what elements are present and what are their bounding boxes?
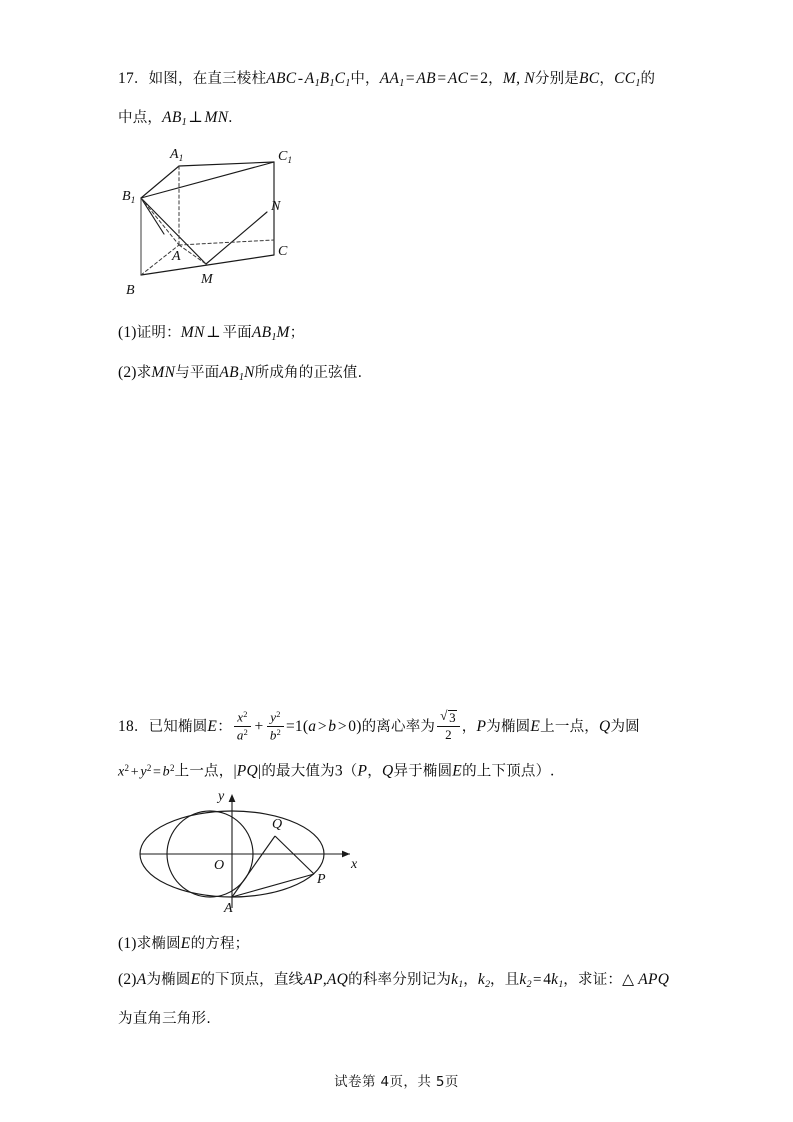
p18-q2-equals: = <box>533 972 542 988</box>
prism-c1: C <box>334 70 346 87</box>
p18-q2-comma-2: ， <box>463 972 478 988</box>
p17-q2-ab1: AB <box>219 364 239 381</box>
label-q: Q <box>272 817 283 832</box>
p17-q2-ab1-sub: 1 <box>238 371 245 383</box>
prism-dash: - <box>297 70 304 87</box>
prism-a1-sub: 1 <box>314 77 320 89</box>
point-m: M <box>502 70 517 87</box>
problem-18-comma-1: ， <box>461 719 477 735</box>
perp-ab1: AB <box>162 108 182 126</box>
segment-cc1-sub: 1 <box>635 77 641 89</box>
problem-18-stem-text-d: 上一点， <box>540 719 599 735</box>
problem-17-stem-text-a: 如图，在直三棱柱 <box>148 71 267 87</box>
perp-ab1-sub: 1 <box>181 116 187 128</box>
p17-q2-label: (2) <box>118 364 137 381</box>
segment-a-q <box>232 836 275 897</box>
p18-q2-text-a: 为椭圆 <box>146 972 191 988</box>
perp-symbol-icon: ⊥ <box>188 108 204 126</box>
eq-equals-3: = <box>469 70 479 87</box>
point-p-2: P <box>357 762 368 780</box>
problem-17-stem-line-2 <box>118 101 718 140</box>
point-n: N <box>524 70 535 87</box>
p17-q1-prove: 证明： <box>136 325 181 341</box>
problem-18-stem-text-e: 为圆 <box>610 719 640 735</box>
prism-b1: B <box>319 70 330 87</box>
p18-q2-text-e: ，求证： <box>563 972 623 988</box>
x-axis-arrow-icon <box>342 851 350 858</box>
edge-b1-a-hidden <box>141 198 179 245</box>
paren-open: （ <box>342 763 358 780</box>
segment-bc: BC <box>578 70 600 87</box>
p18-q2-k1: k <box>451 971 459 988</box>
paren-close: ） <box>535 763 551 780</box>
p18-q2-text-b: 的下顶点，直线 <box>200 972 304 988</box>
p17-q2-yu-plane: 与平面 <box>175 365 220 381</box>
eq-aa1-sub: 1 <box>399 77 405 89</box>
p18-q2-k1-sub: 1 <box>458 978 464 990</box>
label-origin: O <box>214 858 225 873</box>
problem-17-stem-line-1 <box>118 62 718 101</box>
problem-18-subquestion-2 <box>118 963 758 1036</box>
label-c: C <box>278 244 288 259</box>
perp-mn: MN <box>204 108 229 126</box>
problem-18-stem-line-1 <box>118 706 738 748</box>
ellipse-e-2: E <box>530 718 541 735</box>
p17-q1-m: M <box>276 324 290 341</box>
circle-b-sup: 2 <box>169 763 175 773</box>
problem-17-separator: ． <box>133 71 149 87</box>
circle-equals: = <box>153 764 162 780</box>
segment-q-p <box>275 836 314 874</box>
p17-q2-mn: MN <box>151 364 176 381</box>
fraction-x2-over-a2: $\frac{x^2}{a^2}$ <box>234 710 251 743</box>
eq-ab: AB <box>416 70 436 87</box>
eq-ac: AC <box>447 70 469 87</box>
label-m: M <box>201 272 213 287</box>
prism-svg <box>118 142 318 312</box>
prism-abc: ABC <box>266 70 297 87</box>
circle-b: b <box>162 764 170 780</box>
p18-q1-text-b: 的方程； <box>190 936 250 952</box>
segment-a-p <box>232 874 314 897</box>
ellipse-e: E <box>207 718 218 735</box>
p18-q2-text-d: ，且 <box>490 972 520 988</box>
prism-a1: A <box>304 70 315 87</box>
problem-17-stem-text-b: 分别是 <box>534 71 579 87</box>
problem-18-stem-text-g: 的最大值为 <box>261 763 335 780</box>
point-q: Q <box>598 718 611 735</box>
problem-17-number: 17 <box>118 70 134 87</box>
problem-17-subquestion-1 <box>118 316 718 355</box>
edge-a-m-hidden <box>179 245 206 264</box>
page-footer: 试卷第 4页，共 5页 <box>334 1074 459 1090</box>
cond-b: b <box>328 718 337 735</box>
problem-18-stem-text-b: 的离心率为 <box>361 719 436 735</box>
label-a: A <box>172 249 181 264</box>
sqrt-icon: √ 3 <box>440 710 457 726</box>
abs-open: | <box>233 762 237 780</box>
problem-18-colon: ： <box>217 719 232 735</box>
label-y-axis: y <box>218 789 225 804</box>
p18-q2-k2: k <box>477 971 486 988</box>
label-n: N <box>271 199 281 214</box>
cond-zero: 0) <box>348 718 362 735</box>
prism-figure <box>118 142 318 312</box>
p17-q1-mn: MN <box>180 324 205 341</box>
problem-17-stem <box>118 62 718 140</box>
p17-q1-ab1-sub: 1 <box>271 331 277 343</box>
p18-q2-k2b: k <box>519 971 527 988</box>
segment-cc1: CC <box>614 70 636 87</box>
label-p: P <box>317 872 326 887</box>
problem-17-comma-3: ， <box>599 71 615 87</box>
eq-aa1: AA <box>379 70 400 87</box>
circle-x: x <box>118 764 125 780</box>
prism-c1-sub: 1 <box>345 77 351 89</box>
p18-q2-k2-sub: 2 <box>485 978 491 990</box>
p18-q2-text-f: 为直角三角形. <box>118 1010 212 1027</box>
p18-q2-four: 4 <box>543 971 552 988</box>
p18-q2-e: E <box>190 971 201 988</box>
problem-18-stem-text-c: 为椭圆 <box>486 719 531 735</box>
abs-close: | <box>258 762 262 780</box>
y-axis-arrow-icon <box>229 794 236 802</box>
edge-b1-c1 <box>141 162 274 198</box>
p18-q1-text-a: 求椭圆 <box>136 936 181 952</box>
p18-q2-label: (2) <box>118 971 137 988</box>
problem-18-stem-text-i: 的上下顶点 <box>462 763 536 780</box>
ellipse-figure <box>132 782 372 914</box>
problem-17-subquestion-2 <box>118 356 718 395</box>
circle-y: y <box>140 764 147 780</box>
problem-17-comma-1: ， <box>488 71 503 87</box>
problem-17-comma-2: , <box>516 70 521 87</box>
p18-q2-aq: AQ <box>326 971 349 988</box>
cond-gt-1: > <box>317 718 327 735</box>
cond-gt-2: > <box>337 718 347 735</box>
edge-a-c-hidden <box>179 240 274 245</box>
problem-18-stem <box>118 706 738 793</box>
problem-17-period: . <box>228 108 233 126</box>
p18-q2-comma-1: , <box>322 971 327 988</box>
eq-value-2: 2 <box>480 70 489 87</box>
p18-q2-k1b: k <box>551 971 559 988</box>
p17-q2-qiu: 求 <box>136 365 152 381</box>
p18-q1-label: (1) <box>118 935 137 952</box>
problem-17-zhongdian: 中点， <box>118 109 163 126</box>
ellipse-plus: + <box>254 718 264 735</box>
label-b: B <box>126 283 135 298</box>
p18-q2-apq: APQ <box>638 971 670 988</box>
p18-q2-k1b-sub: 1 <box>558 978 564 990</box>
problem-18-stem-text-a: 已知椭圆 <box>148 719 208 735</box>
problem-18-period: . <box>550 762 555 780</box>
circle-plus: + <box>130 764 139 780</box>
label-a1: $A_1$ <box>170 147 184 164</box>
label-a-vertex: A <box>224 901 233 916</box>
problem-18-subquestion-1 <box>118 927 738 961</box>
p17-q1-semicolon: ； <box>289 325 305 341</box>
ellipse-e-3: E <box>452 762 463 780</box>
point-q-2: Q <box>381 762 394 780</box>
eq-equals-2: = <box>437 70 447 87</box>
p18-q2-line-1 <box>118 963 758 1002</box>
circle-y-sup: 2 <box>146 763 152 773</box>
p18-q2-line-2 <box>118 1002 758 1036</box>
fraction-y2-over-b2: $\frac{y^2}{b^2}$ <box>267 710 284 743</box>
p17-q1-perp-icon: ⊥ <box>206 324 221 341</box>
prism-b1-sub: 1 <box>329 77 335 89</box>
edge-b1-a-upper <box>141 198 164 234</box>
problem-17-zhong: 中， <box>350 71 380 87</box>
segment-pq: PQ <box>236 762 259 780</box>
p17-q1-ab1: AB <box>251 324 272 341</box>
problem-17-de: 的 <box>640 71 656 87</box>
p18-q1-e: E <box>180 935 191 952</box>
problem-18-stem-text-h: 异于椭圆 <box>393 763 453 780</box>
cond-a: a <box>308 718 317 735</box>
point-p: P <box>476 718 487 735</box>
p17-q1-plane: 平面 <box>222 325 252 341</box>
p17-q2-n: N <box>244 364 255 381</box>
triangle-icon: △ <box>622 971 635 988</box>
p18-q2-text-c: 的科率分别记为 <box>348 972 452 988</box>
ellipse-equals-one: =1( <box>285 718 309 735</box>
p18-q2-k2b-sub: 2 <box>526 978 532 990</box>
p18-q2-ap: AP <box>303 971 323 988</box>
p18-q2-a: A <box>136 971 147 988</box>
problem-18-separator: ． <box>133 719 149 735</box>
label-b1: $B_1$ <box>122 189 136 206</box>
p17-q1-label: (1) <box>118 324 137 341</box>
label-c1: $C_1$ <box>278 149 293 166</box>
problem-18-number: 18 <box>118 718 134 735</box>
problem-18-stem-text-f: 上一点， <box>174 763 234 780</box>
edge-m-n <box>206 212 267 264</box>
eq-equals-1: = <box>405 70 415 87</box>
circle-x-sup: 2 <box>124 763 130 773</box>
label-x-axis: x <box>351 857 358 872</box>
pq-max-value: 3 <box>334 762 343 780</box>
fraction-sqrt3-over-2: √ $\frac{3}{2}$ <box>437 710 460 743</box>
p17-q2-tail: 所成角的正弦值. <box>254 365 363 381</box>
problem-18-comma-2: ， <box>367 763 382 780</box>
ellipse-svg <box>132 782 372 914</box>
